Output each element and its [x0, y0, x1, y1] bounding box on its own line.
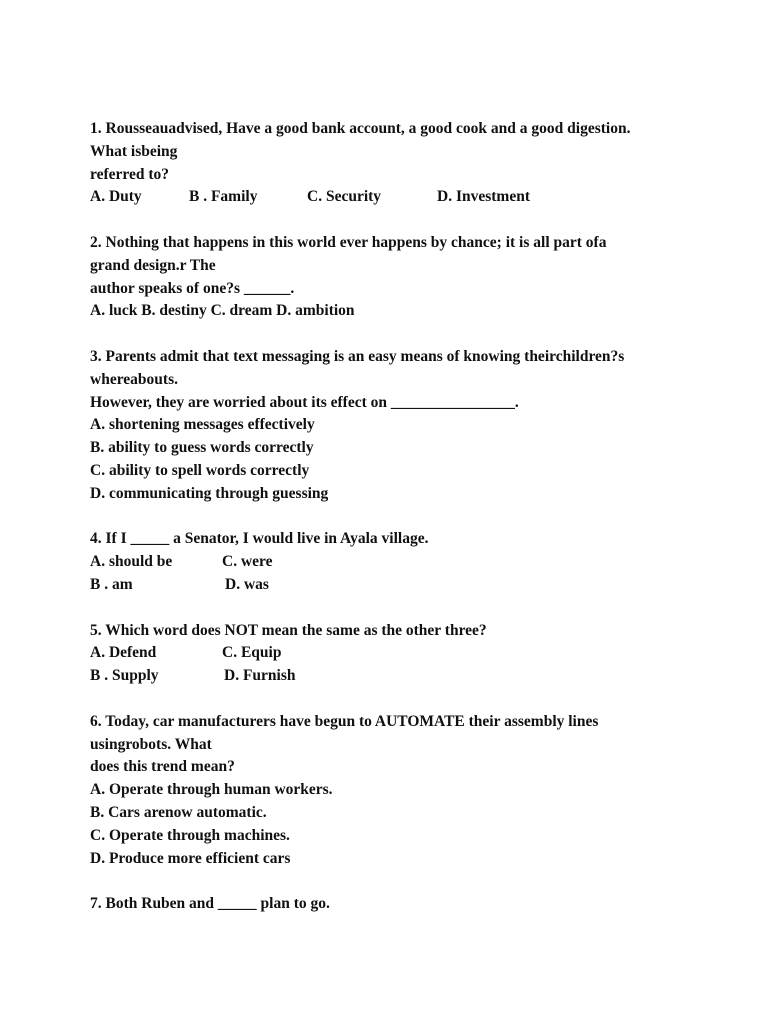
question-1-stem-line-1: 1. Rousseauadvised, Have a good bank account, a good cook and a good digestion. — [90, 120, 631, 137]
question-3-stem-line-3: However, they are worried about its effect on ________________. — [90, 393, 519, 411]
question-6-stem-line-1: 6. Today, car manufacturers have begun to AUTOMATE their assembly lines — [90, 712, 599, 730]
quiz-document — [90, 118, 750, 916]
question-2-stem-line-2: grand design.r The — [90, 256, 216, 274]
question-1-stem-line-3: referred to? — [90, 165, 170, 183]
question-4-options-row-1 — [90, 551, 750, 574]
question-3-stem-line-2: whereabouts. — [90, 370, 178, 388]
question-2-options: A. luck B. destiny C. dream D. ambition — [90, 302, 355, 320]
question-6 — [90, 711, 750, 871]
question-2-stem-line-1: 2. Nothing that happens in this world ever happens by chance; it is all part ofa — [90, 233, 607, 251]
question-7 — [90, 893, 750, 916]
question-5-option-b: B . Supply — [90, 667, 159, 685]
question-6-option-c: C. Operate through machines. — [90, 826, 290, 844]
question-7-stem-line-1: 7. Both Ruben and _____ plan to go. — [90, 895, 330, 913]
question-1-option-b: B . Family — [189, 188, 258, 206]
question-6-option-d: D. Produce more efficient cars — [90, 849, 291, 867]
question-3-option-a: A. shortening messages effectively — [90, 416, 315, 434]
question-6-option-b: B. Cars arenow automatic. — [90, 803, 267, 821]
question-5-stem-line-1: 5. Which word does NOT mean the same as the other three? — [90, 621, 487, 639]
question-1-option-d: D. Investment — [437, 188, 530, 206]
question-1-stem-line-2: What isbeing — [90, 142, 178, 160]
question-5-option-d: D. Furnish — [224, 667, 296, 685]
question-5 — [90, 620, 750, 688]
question-1-option-a: A. Duty — [90, 188, 142, 206]
question-4 — [90, 528, 750, 596]
question-5-option-a: A. Defend — [90, 644, 157, 662]
question-3 — [90, 346, 750, 506]
question-1-options — [90, 186, 750, 209]
question-3-stem-line-1: 3. Parents admit that text messaging is an easy means of knowing theirchildren?s — [90, 347, 625, 365]
question-4-options-row-2 — [90, 574, 750, 597]
question-4-option-c: C. were — [222, 553, 273, 571]
question-4-stem-line-1: 4. If I _____ a Senator, I would live in Ayala village. — [90, 530, 429, 548]
question-1-option-c: C. Security — [307, 188, 382, 206]
question-3-option-c: C. ability to spell words correctly — [90, 461, 310, 479]
question-2-stem-line-3: author speaks of one?s ______. — [90, 279, 295, 297]
question-1 — [90, 118, 750, 209]
question-5-option-c: C. Equip — [222, 644, 282, 662]
question-4-option-b: B . am — [90, 575, 133, 593]
question-4-option-d: D. was — [225, 575, 269, 593]
question-6-stem-line-3: does this trend mean? — [90, 758, 235, 776]
question-5-options-row-2 — [90, 665, 750, 688]
question-3-option-b: B. ability to guess words correctly — [90, 439, 314, 457]
question-5-options-row-1 — [90, 642, 750, 665]
question-2 — [90, 232, 750, 323]
question-6-stem-line-2: usingrobots. What — [90, 735, 212, 753]
question-4-option-a: A. should be — [90, 553, 173, 571]
question-3-option-d: D. communicating through guessing — [90, 484, 329, 502]
question-6-option-a: A. Operate through human workers. — [90, 781, 333, 799]
